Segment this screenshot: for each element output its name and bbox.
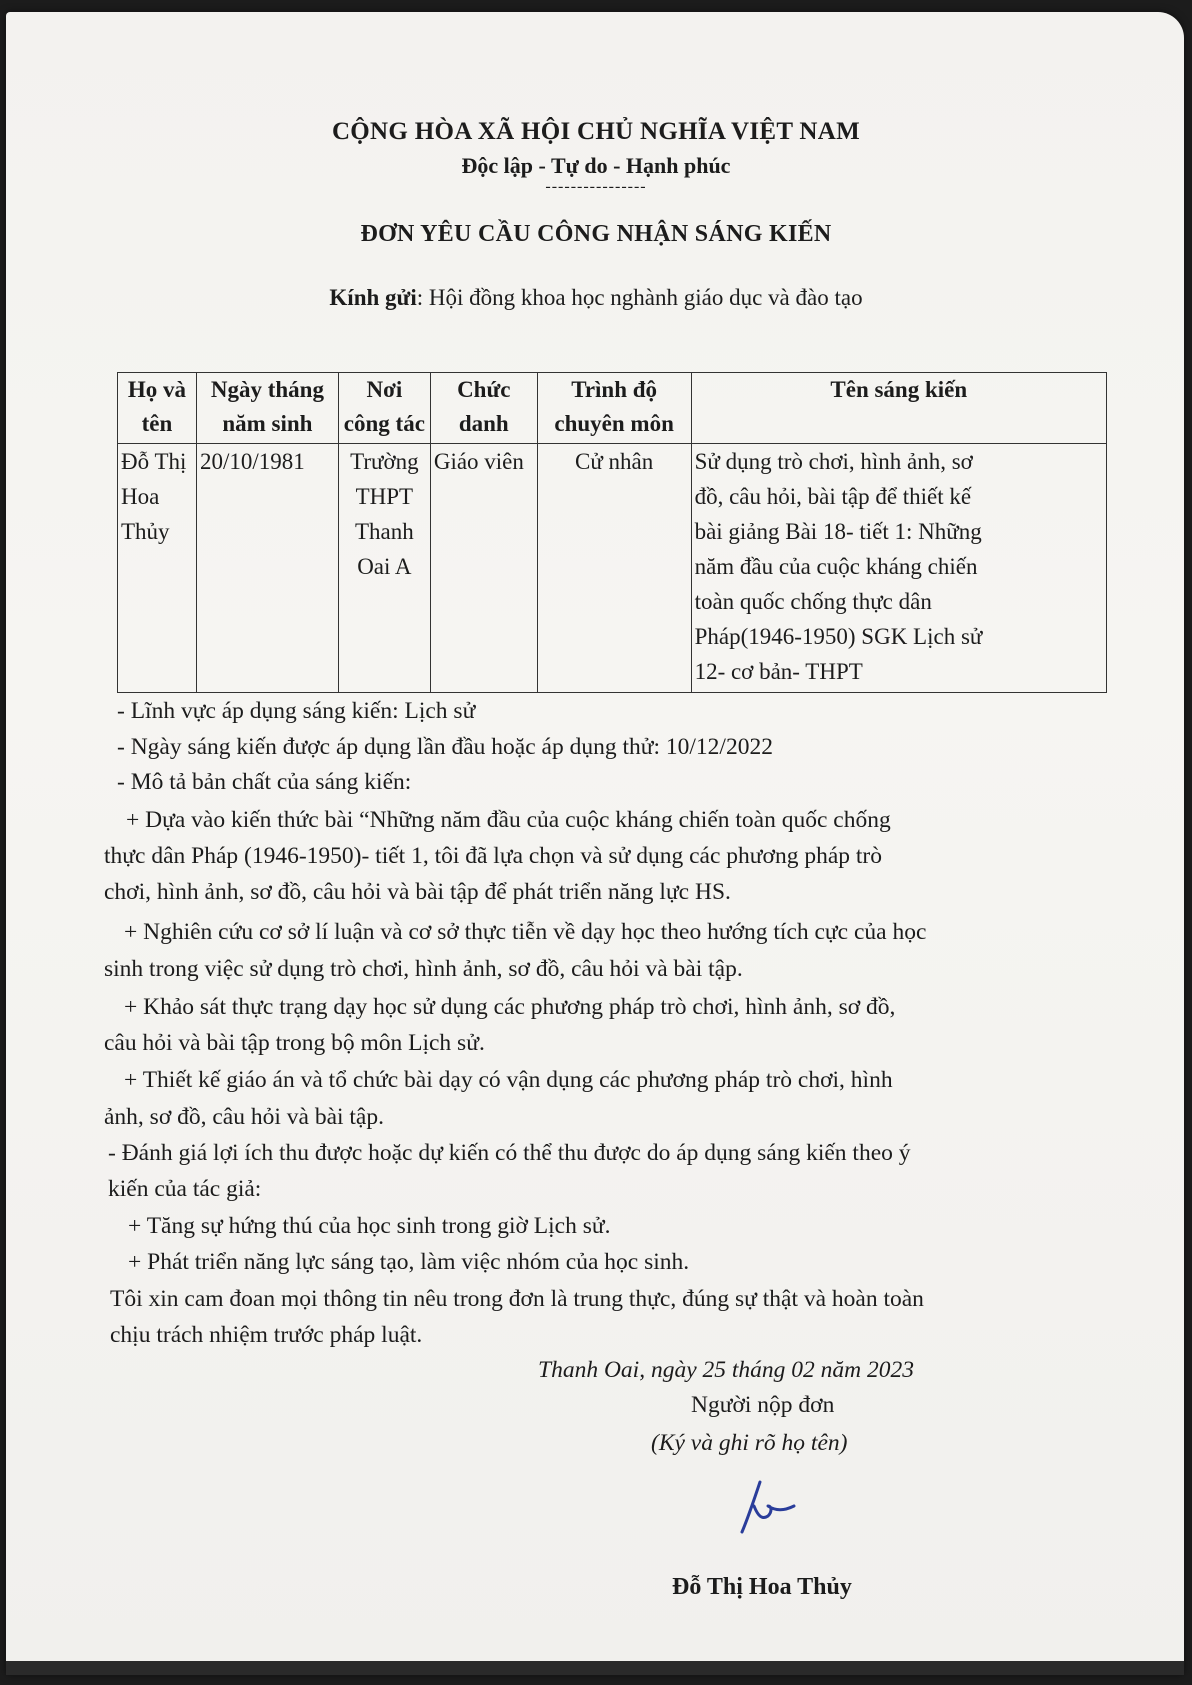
- pledge-line: chịu trách nhiệm trước pháp luật.: [110, 1322, 423, 1348]
- addressee-line: [0, 285, 1192, 311]
- description-line: chơi, hình ảnh, sơ đồ, câu hỏi và bài tập để phát triển năng lực HS.: [104, 879, 731, 905]
- date-line: - Ngày sáng kiến được áp dụng lần đầu hoặc áp dụng thử: 10/12/2022: [117, 734, 773, 760]
- description-line: + Dựa vào kiến thức bài “Những năm đầu của cuộc kháng chiến toàn quốc chống: [126, 807, 891, 833]
- signer-name: Đỗ Thị Hoa Thủy: [672, 1574, 852, 1600]
- description-line: + Khảo sát thực trạng dạy học sử dụng các phương pháp trò chơi, hình ảnh, sơ đồ,: [124, 994, 896, 1020]
- addressee-label: Kính gửi: [329, 285, 417, 310]
- header-position: Chức danh: [430, 373, 537, 444]
- description-line: thực dân Pháp (1946-1950)- tiết 1, tôi đã lựa chọn và sử dụng các phương pháp trò: [104, 843, 882, 869]
- cell-initiative-name: Sử dụng trò chơi, hình ảnh, sơ đồ, câu hỏi, bài tập để thiết kế bài giảng Bài 18- tiết 1: Những năm đầu của cuộc kháng chiến toàn quốc chống thực dân Pháp(1946-1950) SGK Lịch sử 12- cơ bản- THPT: [691, 444, 1106, 693]
- motto-heading: Độc lập - Tự do - Hạnh phúc: [461, 153, 731, 178]
- author-info-table: [117, 372, 1107, 693]
- pledge-line: Tôi xin cam đoan mọi thông tin nêu trong đơn là trung thực, đúng sự thật và hoàn toàn: [110, 1286, 924, 1312]
- addressee-text: : Hội đồng khoa học nghành giáo dục và đào tạo: [416, 285, 863, 310]
- header-qualification: Trình độ chuyên môn: [537, 373, 691, 444]
- table-row: [118, 444, 1107, 693]
- header-workplace: Nơi công tác: [338, 373, 430, 444]
- signer-role: Người nộp đơn: [691, 1392, 835, 1418]
- handwritten-signature: [728, 1476, 798, 1540]
- cell-qualification: Cử nhân: [537, 444, 691, 693]
- description-line: sinh trong việc sử dụng trò chơi, hình ảnh, sơ đồ, câu hỏi và bài tập.: [104, 956, 743, 982]
- header-name: Họ và tên: [118, 373, 197, 444]
- benefit-line: + Phát triển năng lực sáng tạo, làm việc nhóm của học sinh.: [128, 1249, 690, 1275]
- header-birthdate: Ngày tháng năm sinh: [196, 373, 338, 444]
- place-date: Thanh Oai, ngày 25 tháng 02 năm 2023: [538, 1357, 914, 1383]
- description-heading: - Mô tả bản chất của sáng kiến:: [117, 769, 412, 795]
- benefit-line: + Tăng sự hứng thú của học sinh trong giờ Lịch sử.: [128, 1213, 611, 1239]
- document-title: ĐƠN YÊU CẦU CÔNG NHẬN SÁNG KIẾN: [360, 221, 832, 247]
- description-line: + Nghiên cứu cơ sở lí luận và cơ sở thực tiễn về dạy học theo hướng tích cực của học: [124, 919, 927, 945]
- cell-workplace: Trường THPT Thanh Oai A: [338, 444, 430, 693]
- benefit-heading: - Đánh giá lợi ích thu được hoặc dự kiến có thể thu được do áp dụng sáng kiến theo ý: [108, 1140, 911, 1166]
- header-initiative-name: Tên sáng kiến: [691, 373, 1106, 444]
- description-line: ảnh, sơ đồ, câu hỏi và bài tập.: [104, 1104, 384, 1130]
- nation-heading: CỘNG HÒA XÃ HỘI CHỦ NGHĨA VIỆT NAM: [331, 118, 861, 145]
- cell-position: Giáo viên: [430, 444, 537, 693]
- benefit-heading: kiến của tác giả:: [108, 1176, 262, 1202]
- cell-name: Đỗ Thị Hoa Thủy: [118, 444, 197, 693]
- field-line: - Lĩnh vực áp dụng sáng kiến: Lịch sử: [117, 698, 476, 724]
- table-header-row: [118, 373, 1107, 444]
- heading-divider: ----------------: [545, 178, 647, 195]
- signature-instruction: (Ký và ghi rõ họ tên): [651, 1430, 848, 1456]
- description-line: câu hỏi và bài tập trong bộ môn Lịch sử.: [104, 1030, 485, 1056]
- cell-birthdate: 20/10/1981: [196, 444, 338, 693]
- description-line: + Thiết kế giáo án và tổ chức bài dạy có vận dụng các phương pháp trò chơi, hình: [124, 1067, 893, 1093]
- paper-edge: [6, 1661, 1184, 1675]
